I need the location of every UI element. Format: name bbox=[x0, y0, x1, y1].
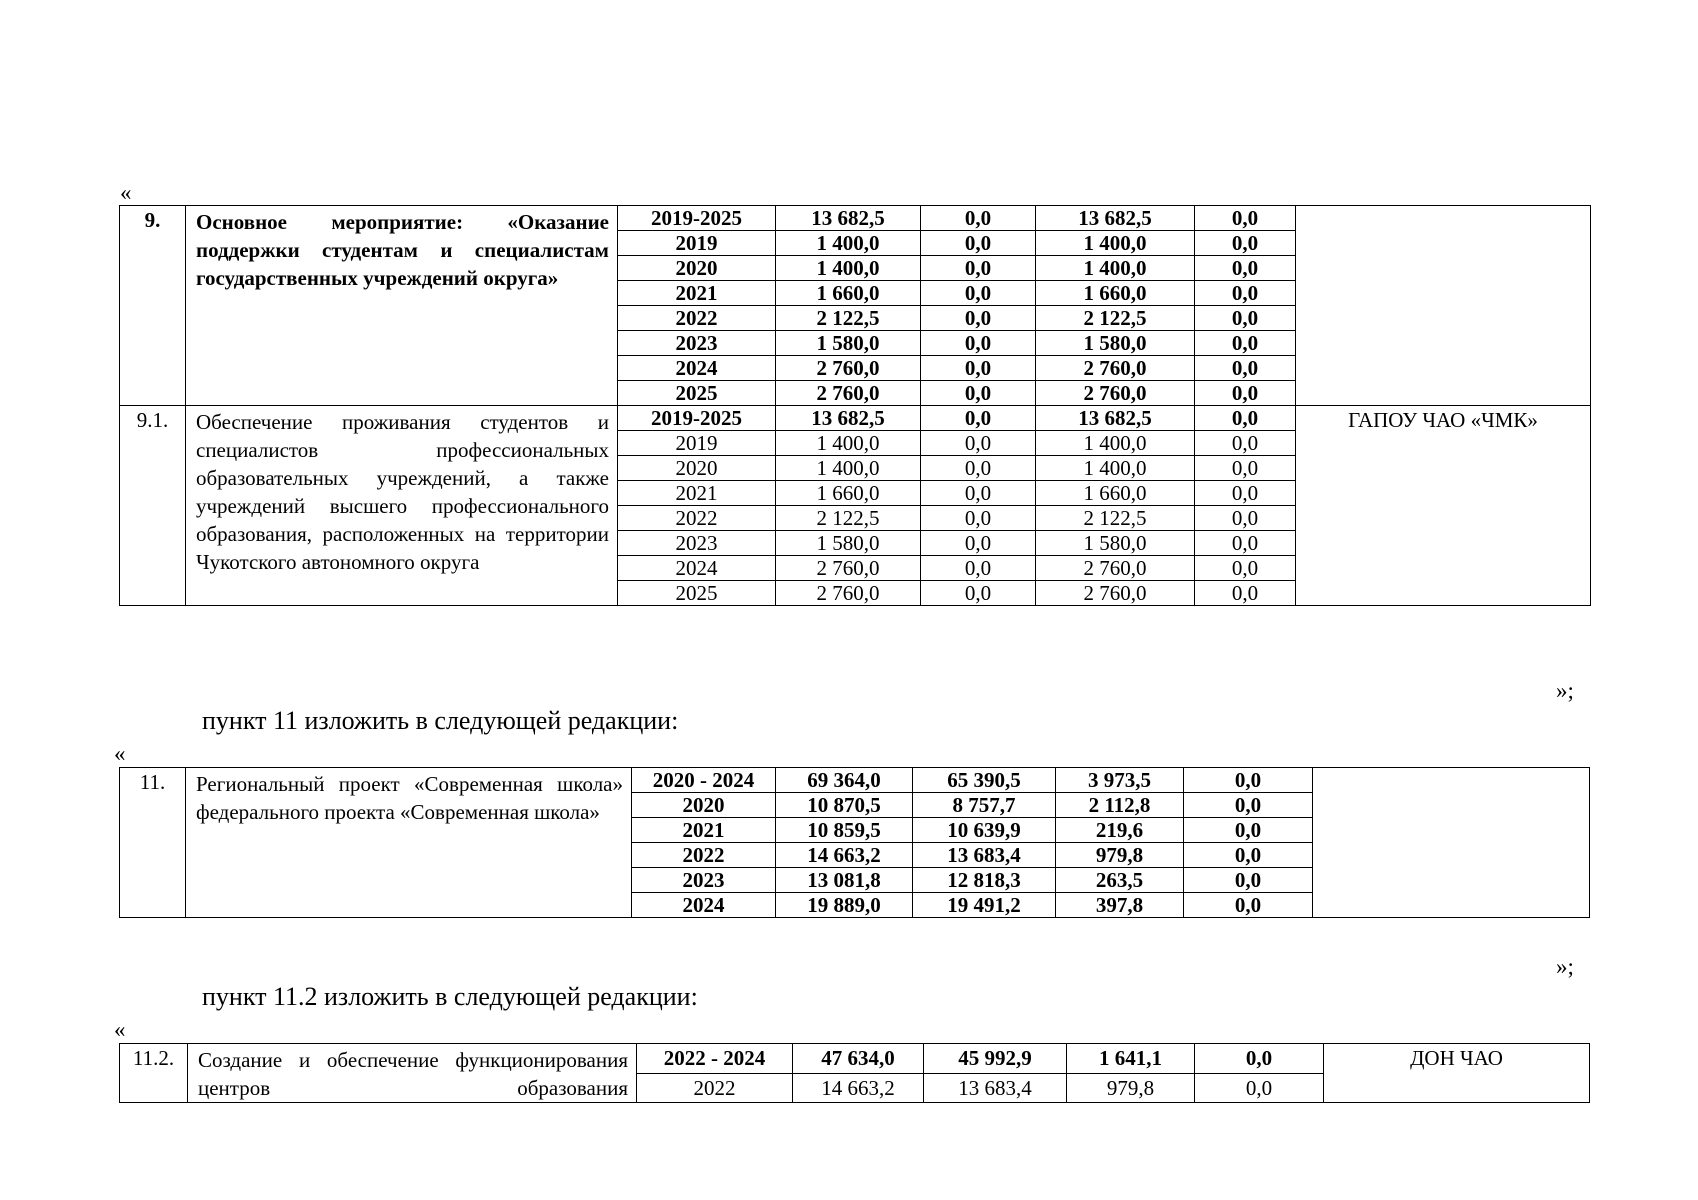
other-sources-cell: 0,0 bbox=[1195, 331, 1296, 356]
total-amount-cell: 1 400,0 bbox=[776, 456, 921, 481]
other-sources-cell: 0,0 bbox=[1195, 556, 1296, 581]
row-number: 11.2. bbox=[120, 1044, 188, 1103]
district-budget-cell: 13 682,5 bbox=[1036, 406, 1195, 431]
period-cell: 2020 bbox=[632, 793, 776, 818]
total-amount-cell: 2 760,0 bbox=[776, 556, 921, 581]
federal-budget-cell: 0,0 bbox=[921, 481, 1036, 506]
total-amount-cell: 14 663,2 bbox=[776, 843, 913, 868]
period-cell: 2019-2025 bbox=[618, 406, 776, 431]
open-quote-2: « bbox=[114, 741, 126, 766]
federal-budget-cell: 0,0 bbox=[921, 306, 1036, 331]
federal-budget-cell: 0,0 bbox=[921, 231, 1036, 256]
district-budget-cell: 397,8 bbox=[1056, 893, 1184, 918]
table-row bbox=[120, 768, 1590, 793]
district-budget-cell: 3 973,5 bbox=[1056, 768, 1184, 793]
federal-budget-cell: 0,0 bbox=[921, 381, 1036, 406]
period-cell: 2024 bbox=[618, 356, 776, 381]
other-sources-cell: 0,0 bbox=[1195, 406, 1296, 431]
district-budget-cell: 1 660,0 bbox=[1036, 281, 1195, 306]
district-budget-cell: 1 580,0 bbox=[1036, 331, 1195, 356]
total-amount-cell: 1 580,0 bbox=[776, 331, 921, 356]
district-budget-cell: 1 580,0 bbox=[1036, 531, 1195, 556]
other-sources-cell: 0,0 bbox=[1195, 431, 1296, 456]
responsible-executor: ДОН ЧАО bbox=[1324, 1044, 1590, 1103]
period-cell: 2020 - 2024 bbox=[632, 768, 776, 793]
district-budget-cell: 2 760,0 bbox=[1036, 381, 1195, 406]
period-cell: 2019-2025 bbox=[618, 206, 776, 231]
other-sources-cell: 0,0 bbox=[1195, 581, 1296, 606]
federal-budget-cell: 0,0 bbox=[921, 556, 1036, 581]
district-budget-cell: 979,8 bbox=[1056, 843, 1184, 868]
row-number: 9.1. bbox=[120, 406, 186, 606]
other-sources-cell: 0,0 bbox=[1184, 843, 1313, 868]
federal-budget-cell: 65 390,5 bbox=[913, 768, 1056, 793]
district-budget-cell: 1 660,0 bbox=[1036, 481, 1195, 506]
federal-budget-cell: 10 639,9 bbox=[913, 818, 1056, 843]
federal-budget-cell: 0,0 bbox=[921, 581, 1036, 606]
period-cell: 2022 - 2024 bbox=[637, 1044, 793, 1074]
total-amount-cell: 2 760,0 bbox=[776, 356, 921, 381]
period-cell: 2020 bbox=[618, 256, 776, 281]
federal-budget-cell: 13 683,4 bbox=[924, 1073, 1067, 1103]
total-amount-cell: 10 859,5 bbox=[776, 818, 913, 843]
period-cell: 2022 bbox=[618, 506, 776, 531]
other-sources-cell: 0,0 bbox=[1195, 356, 1296, 381]
federal-budget-cell: 45 992,9 bbox=[924, 1044, 1067, 1074]
other-sources-cell: 0,0 bbox=[1195, 1044, 1324, 1074]
period-cell: 2022 bbox=[618, 306, 776, 331]
federal-budget-cell: 13 683,4 bbox=[913, 843, 1056, 868]
other-sources-cell: 0,0 bbox=[1195, 231, 1296, 256]
district-budget-cell: 1 400,0 bbox=[1036, 231, 1195, 256]
period-cell: 2019 bbox=[618, 231, 776, 256]
period-cell: 2021 bbox=[632, 818, 776, 843]
other-sources-cell: 0,0 bbox=[1184, 868, 1313, 893]
district-budget-cell: 2 112,8 bbox=[1056, 793, 1184, 818]
other-sources-cell: 0,0 bbox=[1195, 456, 1296, 481]
table-row bbox=[120, 206, 1591, 231]
responsible-executor bbox=[1313, 768, 1590, 918]
total-amount-cell: 2 760,0 bbox=[776, 381, 921, 406]
federal-budget-cell: 0,0 bbox=[921, 431, 1036, 456]
open-quote-3: « bbox=[114, 1017, 126, 1042]
other-sources-cell: 0,0 bbox=[1195, 531, 1296, 556]
other-sources-cell: 0,0 bbox=[1195, 306, 1296, 331]
total-amount-cell: 19 889,0 bbox=[776, 893, 913, 918]
table-regional-project-11 bbox=[119, 767, 1590, 918]
district-budget-cell: 1 400,0 bbox=[1036, 456, 1195, 481]
total-amount-cell: 1 660,0 bbox=[776, 281, 921, 306]
period-cell: 2020 bbox=[618, 456, 776, 481]
total-amount-cell: 13 682,5 bbox=[776, 206, 921, 231]
other-sources-cell: 0,0 bbox=[1195, 506, 1296, 531]
federal-budget-cell: 19 491,2 bbox=[913, 893, 1056, 918]
instruction-item-11-2: пункт 11.2 изложить в следующей редакции: bbox=[202, 982, 698, 1011]
federal-budget-cell: 0,0 bbox=[921, 356, 1036, 381]
total-amount-cell: 2 122,5 bbox=[776, 306, 921, 331]
close-quote-2: »; bbox=[1556, 954, 1574, 979]
total-amount-cell: 13 682,5 bbox=[776, 406, 921, 431]
activity-title: Региональный проект «Современная школа» федерального проекта «Современная школа» bbox=[186, 768, 632, 918]
period-cell: 2021 bbox=[618, 481, 776, 506]
other-sources-cell: 0,0 bbox=[1195, 256, 1296, 281]
total-amount-cell: 13 081,8 bbox=[776, 868, 913, 893]
table-item-11-2 bbox=[119, 1043, 1590, 1103]
row-number: 9. bbox=[120, 206, 186, 406]
district-budget-cell: 979,8 bbox=[1067, 1073, 1195, 1103]
federal-budget-cell: 8 757,7 bbox=[913, 793, 1056, 818]
federal-budget-cell: 0,0 bbox=[921, 406, 1036, 431]
responsible-executor bbox=[1296, 206, 1591, 406]
other-sources-cell: 0,0 bbox=[1195, 206, 1296, 231]
period-cell: 2024 bbox=[632, 893, 776, 918]
total-amount-cell: 10 870,5 bbox=[776, 793, 913, 818]
total-amount-cell: 2 760,0 bbox=[776, 581, 921, 606]
other-sources-cell: 0,0 bbox=[1184, 768, 1313, 793]
activity-title: Основное мероприятие: «Оказание поддержки студентам и специалистам государственных учреждений округа» bbox=[186, 206, 618, 406]
district-budget-cell: 2 122,5 bbox=[1036, 306, 1195, 331]
table-program-9 bbox=[119, 205, 1591, 606]
period-cell: 2021 bbox=[618, 281, 776, 306]
other-sources-cell: 0,0 bbox=[1184, 793, 1313, 818]
total-amount-cell: 69 364,0 bbox=[776, 768, 913, 793]
district-budget-cell: 2 760,0 bbox=[1036, 581, 1195, 606]
federal-budget-cell: 0,0 bbox=[921, 256, 1036, 281]
federal-budget-cell: 0,0 bbox=[921, 331, 1036, 356]
instruction-item-11: пункт 11 изложить в следующей редакции: bbox=[202, 706, 679, 735]
district-budget-cell: 1 400,0 bbox=[1036, 256, 1195, 281]
period-cell: 2019 bbox=[618, 431, 776, 456]
period-cell: 2022 bbox=[632, 843, 776, 868]
federal-budget-cell: 0,0 bbox=[921, 456, 1036, 481]
other-sources-cell: 0,0 bbox=[1195, 381, 1296, 406]
other-sources-cell: 0,0 bbox=[1184, 818, 1313, 843]
total-amount-cell: 2 122,5 bbox=[776, 506, 921, 531]
total-amount-cell: 1 580,0 bbox=[776, 531, 921, 556]
row-number: 11. bbox=[120, 768, 186, 918]
period-cell: 2023 bbox=[618, 331, 776, 356]
district-budget-cell: 13 682,5 bbox=[1036, 206, 1195, 231]
total-amount-cell: 14 663,2 bbox=[793, 1073, 924, 1103]
district-budget-cell: 2 760,0 bbox=[1036, 556, 1195, 581]
other-sources-cell: 0,0 bbox=[1195, 281, 1296, 306]
district-budget-cell: 1 641,1 bbox=[1067, 1044, 1195, 1074]
close-quote-1: »; bbox=[1556, 678, 1574, 703]
district-budget-cell: 263,5 bbox=[1056, 868, 1184, 893]
responsible-executor: ГАПОУ ЧАО «ЧМК» bbox=[1296, 406, 1591, 606]
period-cell: 2024 bbox=[618, 556, 776, 581]
table-row bbox=[120, 406, 1591, 431]
total-amount-cell: 1 400,0 bbox=[776, 431, 921, 456]
total-amount-cell: 1 400,0 bbox=[776, 256, 921, 281]
period-cell: 2022 bbox=[637, 1073, 793, 1103]
district-budget-cell: 1 400,0 bbox=[1036, 431, 1195, 456]
federal-budget-cell: 0,0 bbox=[921, 506, 1036, 531]
other-sources-cell: 0,0 bbox=[1195, 481, 1296, 506]
district-budget-cell: 2 760,0 bbox=[1036, 356, 1195, 381]
federal-budget-cell: 0,0 bbox=[921, 206, 1036, 231]
district-budget-cell: 219,6 bbox=[1056, 818, 1184, 843]
period-cell: 2023 bbox=[618, 531, 776, 556]
total-amount-cell: 1 400,0 bbox=[776, 231, 921, 256]
district-budget-cell: 2 122,5 bbox=[1036, 506, 1195, 531]
table-row bbox=[120, 1044, 1590, 1074]
other-sources-cell: 0,0 bbox=[1184, 893, 1313, 918]
other-sources-cell: 0,0 bbox=[1195, 1073, 1324, 1103]
federal-budget-cell: 0,0 bbox=[921, 281, 1036, 306]
total-amount-cell: 47 634,0 bbox=[793, 1044, 924, 1074]
period-cell: 2023 bbox=[632, 868, 776, 893]
activity-title: Создание и обеспечение функционирования центров образования bbox=[188, 1044, 637, 1103]
federal-budget-cell: 12 818,3 bbox=[913, 868, 1056, 893]
total-amount-cell: 1 660,0 bbox=[776, 481, 921, 506]
open-quote-1: « bbox=[120, 180, 132, 205]
period-cell: 2025 bbox=[618, 581, 776, 606]
activity-title: Обеспечение проживания студентов и специалистов профессиональных образовательных учреждений, а также учреждений высшего профессионального образования, расположенных на территории Чукотского автономного округа bbox=[186, 406, 618, 606]
federal-budget-cell: 0,0 bbox=[921, 531, 1036, 556]
period-cell: 2025 bbox=[618, 381, 776, 406]
